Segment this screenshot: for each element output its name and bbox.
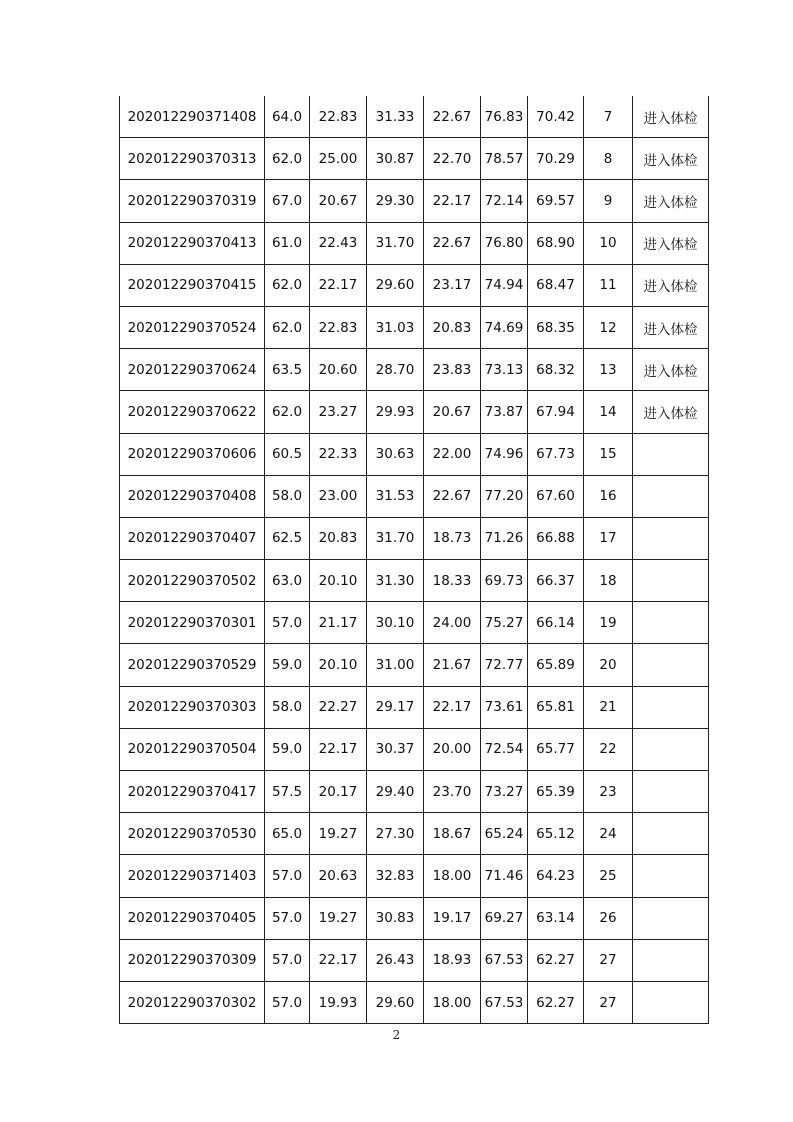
cell-score-3: 30.87 bbox=[367, 138, 424, 180]
cell-score-2: 21.17 bbox=[310, 602, 367, 644]
cell-score-4: 19.17 bbox=[424, 897, 481, 939]
cell-score-4: 22.67 bbox=[424, 475, 481, 517]
cell-total-score: 68.47 bbox=[528, 264, 584, 306]
cell-score-3: 32.83 bbox=[367, 855, 424, 897]
cell-score-2: 20.60 bbox=[310, 349, 367, 391]
cell-score-2: 20.10 bbox=[310, 560, 367, 602]
cell-score-1: 63.0 bbox=[265, 560, 310, 602]
page-number: 2 bbox=[392, 1028, 401, 1042]
cell-score-1: 62.0 bbox=[265, 264, 310, 306]
cell-candidate-id: 202012290370624 bbox=[120, 349, 265, 391]
cell-rank: 26 bbox=[584, 897, 633, 939]
cell-score-1: 57.0 bbox=[265, 602, 310, 644]
cell-rank: 25 bbox=[584, 855, 633, 897]
cell-score-5: 69.73 bbox=[481, 560, 528, 602]
cell-score-3: 28.70 bbox=[367, 349, 424, 391]
cell-score-5: 75.27 bbox=[481, 602, 528, 644]
cell-score-2: 22.17 bbox=[310, 728, 367, 770]
cell-score-1: 64.0 bbox=[265, 96, 310, 138]
cell-score-5: 69.27 bbox=[481, 897, 528, 939]
cell-rank: 16 bbox=[584, 475, 633, 517]
cell-note bbox=[633, 602, 709, 644]
cell-rank: 22 bbox=[584, 728, 633, 770]
table-row bbox=[120, 264, 709, 306]
cell-score-2: 19.27 bbox=[310, 897, 367, 939]
cell-score-3: 31.03 bbox=[367, 306, 424, 348]
table-row bbox=[120, 433, 709, 475]
cell-score-2: 22.17 bbox=[310, 939, 367, 981]
cell-candidate-id: 202012290371403 bbox=[120, 855, 265, 897]
cell-note bbox=[633, 981, 709, 1023]
table-row bbox=[120, 222, 709, 264]
cell-candidate-id: 202012290370417 bbox=[120, 771, 265, 813]
cell-candidate-id: 202012290370301 bbox=[120, 602, 265, 644]
cell-note bbox=[633, 939, 709, 981]
cell-candidate-id: 202012290370530 bbox=[120, 813, 265, 855]
cell-score-4: 20.67 bbox=[424, 391, 481, 433]
cell-score-5: 74.69 bbox=[481, 306, 528, 348]
cell-score-3: 29.60 bbox=[367, 264, 424, 306]
cell-score-1: 58.0 bbox=[265, 475, 310, 517]
cell-candidate-id: 202012290370313 bbox=[120, 138, 265, 180]
cell-rank: 8 bbox=[584, 138, 633, 180]
table-row bbox=[120, 306, 709, 348]
cell-score-3: 29.40 bbox=[367, 771, 424, 813]
cell-candidate-id: 202012290370302 bbox=[120, 981, 265, 1023]
cell-score-2: 22.17 bbox=[310, 264, 367, 306]
cell-score-3: 26.43 bbox=[367, 939, 424, 981]
cell-note: 进入体检 bbox=[633, 138, 709, 180]
cell-score-4: 18.33 bbox=[424, 560, 481, 602]
cell-note bbox=[633, 813, 709, 855]
cell-score-1: 62.0 bbox=[265, 138, 310, 180]
cell-score-2: 20.67 bbox=[310, 180, 367, 222]
table-row bbox=[120, 855, 709, 897]
cell-note bbox=[633, 433, 709, 475]
cell-candidate-id: 202012290370504 bbox=[120, 728, 265, 770]
cell-rank: 13 bbox=[584, 349, 633, 391]
cell-score-3: 31.33 bbox=[367, 96, 424, 138]
cell-score-1: 58.0 bbox=[265, 686, 310, 728]
cell-candidate-id: 202012290370309 bbox=[120, 939, 265, 981]
cell-score-3: 31.00 bbox=[367, 644, 424, 686]
table-row bbox=[120, 138, 709, 180]
cell-candidate-id: 202012290370319 bbox=[120, 180, 265, 222]
cell-total-score: 65.39 bbox=[528, 771, 584, 813]
cell-score-3: 30.83 bbox=[367, 897, 424, 939]
table-row bbox=[120, 517, 709, 559]
cell-score-2: 19.27 bbox=[310, 813, 367, 855]
cell-note bbox=[633, 686, 709, 728]
cell-note bbox=[633, 644, 709, 686]
cell-note bbox=[633, 855, 709, 897]
cell-score-2: 25.00 bbox=[310, 138, 367, 180]
cell-score-1: 61.0 bbox=[265, 222, 310, 264]
cell-note bbox=[633, 728, 709, 770]
cell-score-1: 57.5 bbox=[265, 771, 310, 813]
cell-score-1: 59.0 bbox=[265, 728, 310, 770]
cell-candidate-id: 202012290370606 bbox=[120, 433, 265, 475]
cell-score-5: 76.80 bbox=[481, 222, 528, 264]
cell-score-1: 57.0 bbox=[265, 981, 310, 1023]
cell-score-5: 65.24 bbox=[481, 813, 528, 855]
cell-score-2: 23.00 bbox=[310, 475, 367, 517]
cell-candidate-id: 202012290370415 bbox=[120, 264, 265, 306]
cell-score-2: 22.83 bbox=[310, 306, 367, 348]
cell-candidate-id: 202012290370502 bbox=[120, 560, 265, 602]
cell-score-4: 24.00 bbox=[424, 602, 481, 644]
cell-score-5: 78.57 bbox=[481, 138, 528, 180]
cell-score-4: 18.67 bbox=[424, 813, 481, 855]
cell-rank: 24 bbox=[584, 813, 633, 855]
table-row bbox=[120, 813, 709, 855]
cell-total-score: 67.94 bbox=[528, 391, 584, 433]
score-table bbox=[119, 96, 709, 1024]
cell-rank: 18 bbox=[584, 560, 633, 602]
cell-note: 进入体检 bbox=[633, 391, 709, 433]
cell-score-5: 73.13 bbox=[481, 349, 528, 391]
cell-score-1: 62.5 bbox=[265, 517, 310, 559]
cell-rank: 23 bbox=[584, 771, 633, 813]
cell-score-3: 29.30 bbox=[367, 180, 424, 222]
cell-score-5: 76.83 bbox=[481, 96, 528, 138]
cell-rank: 12 bbox=[584, 306, 633, 348]
cell-score-3: 27.30 bbox=[367, 813, 424, 855]
cell-score-2: 22.33 bbox=[310, 433, 367, 475]
cell-score-5: 74.96 bbox=[481, 433, 528, 475]
cell-score-1: 63.5 bbox=[265, 349, 310, 391]
cell-score-4: 22.67 bbox=[424, 96, 481, 138]
cell-note bbox=[633, 897, 709, 939]
cell-score-4: 23.70 bbox=[424, 771, 481, 813]
cell-score-4: 22.70 bbox=[424, 138, 481, 180]
cell-score-4: 18.00 bbox=[424, 981, 481, 1023]
cell-rank: 14 bbox=[584, 391, 633, 433]
cell-rank: 15 bbox=[584, 433, 633, 475]
cell-note: 进入体检 bbox=[633, 306, 709, 348]
table-row bbox=[120, 180, 709, 222]
cell-rank: 21 bbox=[584, 686, 633, 728]
cell-score-5: 73.61 bbox=[481, 686, 528, 728]
cell-total-score: 70.29 bbox=[528, 138, 584, 180]
cell-score-4: 20.00 bbox=[424, 728, 481, 770]
cell-note: 进入体检 bbox=[633, 349, 709, 391]
cell-rank: 19 bbox=[584, 602, 633, 644]
cell-score-5: 72.14 bbox=[481, 180, 528, 222]
cell-score-2: 22.83 bbox=[310, 96, 367, 138]
cell-total-score: 66.37 bbox=[528, 560, 584, 602]
table-body bbox=[120, 96, 709, 1024]
cell-score-5: 67.53 bbox=[481, 981, 528, 1023]
cell-candidate-id: 202012290370524 bbox=[120, 306, 265, 348]
cell-total-score: 67.60 bbox=[528, 475, 584, 517]
cell-score-2: 20.10 bbox=[310, 644, 367, 686]
cell-score-3: 31.53 bbox=[367, 475, 424, 517]
cell-total-score: 65.81 bbox=[528, 686, 584, 728]
cell-candidate-id: 202012290370407 bbox=[120, 517, 265, 559]
cell-score-1: 62.0 bbox=[265, 391, 310, 433]
table-row bbox=[120, 644, 709, 686]
cell-note bbox=[633, 560, 709, 602]
cell-score-3: 29.17 bbox=[367, 686, 424, 728]
cell-rank: 11 bbox=[584, 264, 633, 306]
cell-score-1: 62.0 bbox=[265, 306, 310, 348]
cell-candidate-id: 202012290370303 bbox=[120, 686, 265, 728]
cell-total-score: 65.77 bbox=[528, 728, 584, 770]
cell-score-2: 22.43 bbox=[310, 222, 367, 264]
cell-score-3: 29.93 bbox=[367, 391, 424, 433]
cell-total-score: 69.57 bbox=[528, 180, 584, 222]
table-row bbox=[120, 897, 709, 939]
cell-score-4: 22.17 bbox=[424, 180, 481, 222]
cell-score-5: 72.54 bbox=[481, 728, 528, 770]
cell-note bbox=[633, 475, 709, 517]
cell-rank: 17 bbox=[584, 517, 633, 559]
cell-score-5: 67.53 bbox=[481, 939, 528, 981]
cell-score-4: 22.67 bbox=[424, 222, 481, 264]
cell-candidate-id: 202012290370529 bbox=[120, 644, 265, 686]
cell-score-2: 20.17 bbox=[310, 771, 367, 813]
cell-total-score: 65.89 bbox=[528, 644, 584, 686]
cell-rank: 7 bbox=[584, 96, 633, 138]
cell-total-score: 70.42 bbox=[528, 96, 584, 138]
cell-score-5: 77.20 bbox=[481, 475, 528, 517]
cell-total-score: 66.14 bbox=[528, 602, 584, 644]
cell-score-2: 20.63 bbox=[310, 855, 367, 897]
cell-score-5: 71.46 bbox=[481, 855, 528, 897]
cell-score-3: 31.70 bbox=[367, 517, 424, 559]
table-row bbox=[120, 96, 709, 138]
cell-rank: 10 bbox=[584, 222, 633, 264]
cell-total-score: 65.12 bbox=[528, 813, 584, 855]
table-row bbox=[120, 771, 709, 813]
cell-note: 进入体检 bbox=[633, 96, 709, 138]
cell-candidate-id: 202012290370408 bbox=[120, 475, 265, 517]
cell-candidate-id: 202012290371408 bbox=[120, 96, 265, 138]
cell-candidate-id: 202012290370413 bbox=[120, 222, 265, 264]
cell-score-3: 30.63 bbox=[367, 433, 424, 475]
cell-score-3: 31.70 bbox=[367, 222, 424, 264]
cell-rank: 27 bbox=[584, 981, 633, 1023]
table-row bbox=[120, 391, 709, 433]
cell-score-3: 30.10 bbox=[367, 602, 424, 644]
cell-score-4: 22.00 bbox=[424, 433, 481, 475]
table-row bbox=[120, 602, 709, 644]
cell-score-4: 21.67 bbox=[424, 644, 481, 686]
cell-score-4: 23.17 bbox=[424, 264, 481, 306]
cell-rank: 9 bbox=[584, 180, 633, 222]
cell-score-3: 29.60 bbox=[367, 981, 424, 1023]
cell-score-4: 22.17 bbox=[424, 686, 481, 728]
cell-total-score: 68.90 bbox=[528, 222, 584, 264]
table-row bbox=[120, 939, 709, 981]
cell-score-1: 57.0 bbox=[265, 855, 310, 897]
cell-score-5: 71.26 bbox=[481, 517, 528, 559]
table-row bbox=[120, 728, 709, 770]
cell-rank: 20 bbox=[584, 644, 633, 686]
cell-total-score: 66.88 bbox=[528, 517, 584, 559]
table-row bbox=[120, 349, 709, 391]
cell-score-1: 60.5 bbox=[265, 433, 310, 475]
cell-score-4: 18.73 bbox=[424, 517, 481, 559]
cell-total-score: 63.14 bbox=[528, 897, 584, 939]
cell-total-score: 68.32 bbox=[528, 349, 584, 391]
cell-score-4: 20.83 bbox=[424, 306, 481, 348]
cell-score-2: 22.27 bbox=[310, 686, 367, 728]
cell-rank: 27 bbox=[584, 939, 633, 981]
cell-note bbox=[633, 517, 709, 559]
cell-score-1: 67.0 bbox=[265, 180, 310, 222]
cell-score-5: 72.77 bbox=[481, 644, 528, 686]
cell-score-4: 18.00 bbox=[424, 855, 481, 897]
table-row bbox=[120, 981, 709, 1023]
cell-score-2: 19.93 bbox=[310, 981, 367, 1023]
cell-note: 进入体检 bbox=[633, 264, 709, 306]
cell-total-score: 62.27 bbox=[528, 939, 584, 981]
cell-candidate-id: 202012290370405 bbox=[120, 897, 265, 939]
cell-score-5: 73.87 bbox=[481, 391, 528, 433]
cell-candidate-id: 202012290370622 bbox=[120, 391, 265, 433]
cell-note: 进入体检 bbox=[633, 180, 709, 222]
cell-score-1: 57.0 bbox=[265, 897, 310, 939]
cell-score-4: 18.93 bbox=[424, 939, 481, 981]
cell-score-1: 57.0 bbox=[265, 939, 310, 981]
cell-score-1: 65.0 bbox=[265, 813, 310, 855]
table-row bbox=[120, 686, 709, 728]
cell-total-score: 62.27 bbox=[528, 981, 584, 1023]
cell-score-2: 23.27 bbox=[310, 391, 367, 433]
cell-score-5: 73.27 bbox=[481, 771, 528, 813]
cell-score-3: 30.37 bbox=[367, 728, 424, 770]
cell-total-score: 67.73 bbox=[528, 433, 584, 475]
cell-score-3: 31.30 bbox=[367, 560, 424, 602]
cell-score-2: 20.83 bbox=[310, 517, 367, 559]
table-row bbox=[120, 560, 709, 602]
cell-note: 进入体检 bbox=[633, 222, 709, 264]
cell-total-score: 64.23 bbox=[528, 855, 584, 897]
cell-score-1: 59.0 bbox=[265, 644, 310, 686]
cell-score-4: 23.83 bbox=[424, 349, 481, 391]
cell-note bbox=[633, 771, 709, 813]
table-row bbox=[120, 475, 709, 517]
cell-score-5: 74.94 bbox=[481, 264, 528, 306]
cell-total-score: 68.35 bbox=[528, 306, 584, 348]
